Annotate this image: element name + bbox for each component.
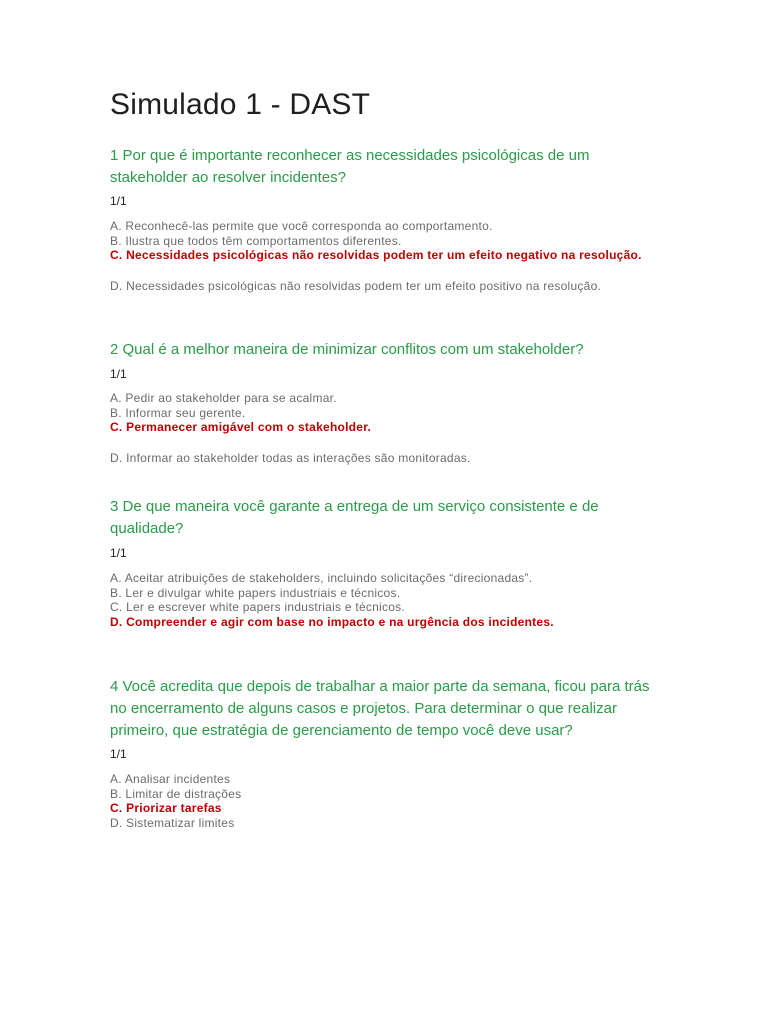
question-1-text: 1 Por que é importante reconhecer as necessidades psicológicas de um stakeholder ao resolver incidentes? xyxy=(110,147,590,186)
question-1-score: 1/1 xyxy=(110,194,127,208)
question-4-text: 4 Você acredita que depois de trabalhar a maior parte da semana, ficou para trás no encerramento de alguns casos e projetos. Para determinar o que realizar primeiro, que estratégia de gerenciamento de tempo você deve usar? xyxy=(110,678,650,739)
question-3-option-b: B. Ler e divulgar white papers industriais e técnicos. xyxy=(110,585,401,600)
page-title: Simulado 1 - DAST xyxy=(110,88,371,121)
question-2-option-d: D. Informar ao stakeholder todas as interações são monitoradas. xyxy=(110,450,471,465)
question-2-option-c-correct: C. Permanecer amigável com o stakeholder. xyxy=(110,420,372,434)
question-3-score: 1/1 xyxy=(110,546,127,560)
question-3-option-d-correct: D. Compreender e agir com base no impacto e na urgência dos incidentes. xyxy=(110,614,554,629)
question-1-option-d: D. Necessidades psicológicas não resolvidas podem ter um efeito positivo na resolução. xyxy=(110,278,602,293)
question-3-option-a: A. Aceitar atribuições de stakeholders, incluindo solicitações “direcionadas”. xyxy=(110,571,533,585)
question-3-option-c: C. Ler e escrever white papers industriais e técnicos. xyxy=(110,600,405,614)
question-4-option-a: A. Analisar incidentes xyxy=(110,772,231,786)
question-1-option-c-correct: C. Necessidades psicológicas não resolvidas podem ter um efeito negativo na resolução. xyxy=(110,248,642,262)
question-3-text: 3 De que maneira você garante a entrega de um serviço consistente e de qualidade? xyxy=(110,498,599,537)
question-4-score: 1/1 xyxy=(110,747,127,761)
question-2-options xyxy=(110,391,680,465)
question-1-options xyxy=(110,219,680,293)
question-3-options xyxy=(110,571,680,629)
question-4-option-c-correct: C. Priorizar tarefas xyxy=(110,801,222,815)
question-2-text: 2 Qual é a melhor maneira de minimizar conflitos com um stakeholder? xyxy=(110,341,584,358)
question-2-score: 1/1 xyxy=(110,367,127,381)
question-4-options xyxy=(110,772,680,830)
question-4-option-d: D. Sistematizar limites xyxy=(110,815,235,830)
question-2-option-b: B. Informar seu gerente. xyxy=(110,405,246,420)
question-4-option-b: B. Limitar de distrações xyxy=(110,786,242,801)
question-2-option-a: A. Pedir ao stakeholder para se acalmar. xyxy=(110,391,337,405)
question-1-option-a: A. Reconhecê-las permite que você corresponda ao comportamento. xyxy=(110,219,493,233)
question-1-option-b: B. Ilustra que todos têm comportamentos diferentes. xyxy=(110,233,402,248)
